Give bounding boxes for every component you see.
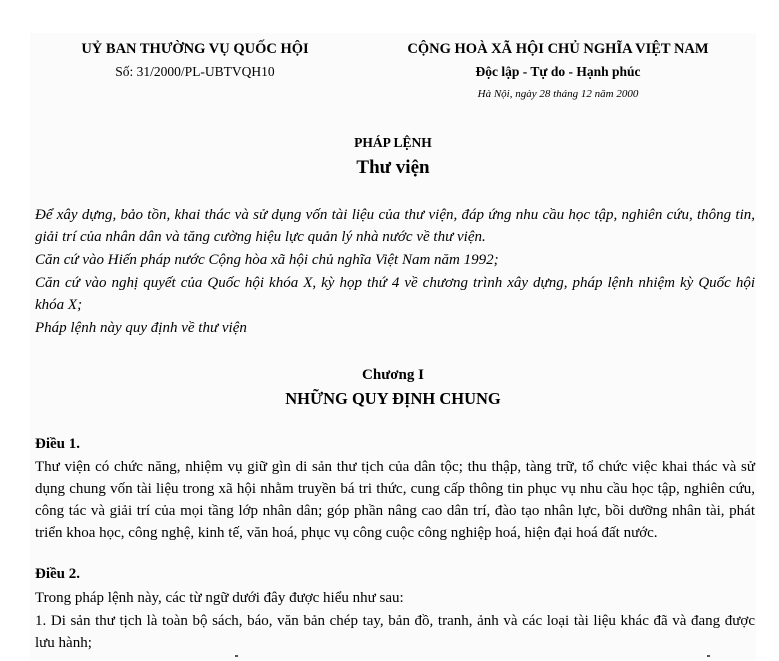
preamble-basis-constitution: Căn cứ vào Hiến pháp nước Cộng hòa xã hội chủ nghĩa Việt Nam năm 1992; [35,252,499,268]
issuing-agency: UỶ BAN THƯỜNG VỤ QUỐC HỘI [81,41,309,57]
national-motto: Độc lập - Tự do - Hạnh phúc [475,64,641,79]
article-2-intro: Trong pháp lệnh này, các từ ngữ dưới đây được hiểu như sau: [35,590,404,606]
document-number: Số: 31/2000/PL-UBTVQH10 [115,64,275,79]
article-2-heading: Điều 2. [35,566,80,582]
article-1-heading: Điều 1. [35,436,80,452]
preamble-purpose: Để xây dựng, bảo tồn, khai thác và sử dụng vốn tài liệu của thư viện, đáp ứng nhu cầu học tập, nghiên cứu, thông tin, giải trí của nhân dân và tăng cường hiệu lực quản lý nhà nước về thư viện. [35,207,755,245]
document-type: PHÁP LỆNH [354,135,432,150]
article-1-body: Thư viện có chức năng, nhiệm vụ giữ gìn di sản thư tịch của dân tộc; thu thập, tàng trữ, tổ chức việc khai thác và sử dụng chung vốn tài liệu trong xã hội nhằm truyền bá tri thức, cung cấp thông tin phục vụ nhu cầu học tập, nghiên cứu, công tác và giải trí của mọi tầng lớp nhân dân; góp phần nâng cao dân trí, đào tạo nhân lực, bồi dưỡng nhân tài, phát triển khoa học, công nghệ, kinh tế, văn hoá, phục vụ công cuộc công nghiệp hoá, hiện đại hoá đất nước. [35,459,755,541]
article-2-item-1: 1. Di sản thư tịch là toàn bộ sách, báo, văn bản chép tay, bản đồ, tranh, ảnh và các loại tài liệu khác đã và đang được lưu hành; [35,613,755,651]
document-page [30,33,756,660]
chapter-title: NHỮNG QUY ĐỊNH CHUNG [285,389,501,408]
issue-date: Hà Nội, ngày 28 tháng 12 năm 2000 [477,88,639,100]
preamble-basis-resolution: Căn cứ vào nghị quyết của Quốc hội khóa X, kỳ họp thứ 4 về chương trình xây dựng, pháp lệnh nhiệm kỳ Quốc hội khóa X; [35,275,755,313]
country-name: CỘNG HOÀ XÃ HỘI CHỦ NGHĨA VIỆT NAM [407,41,709,57]
preamble-scope: Pháp lệnh này quy định về thư viện [35,320,247,336]
chapter-number: Chương I [362,367,424,383]
document-title: Thư viện [356,157,430,178]
cutoff-text-line [35,655,755,661]
